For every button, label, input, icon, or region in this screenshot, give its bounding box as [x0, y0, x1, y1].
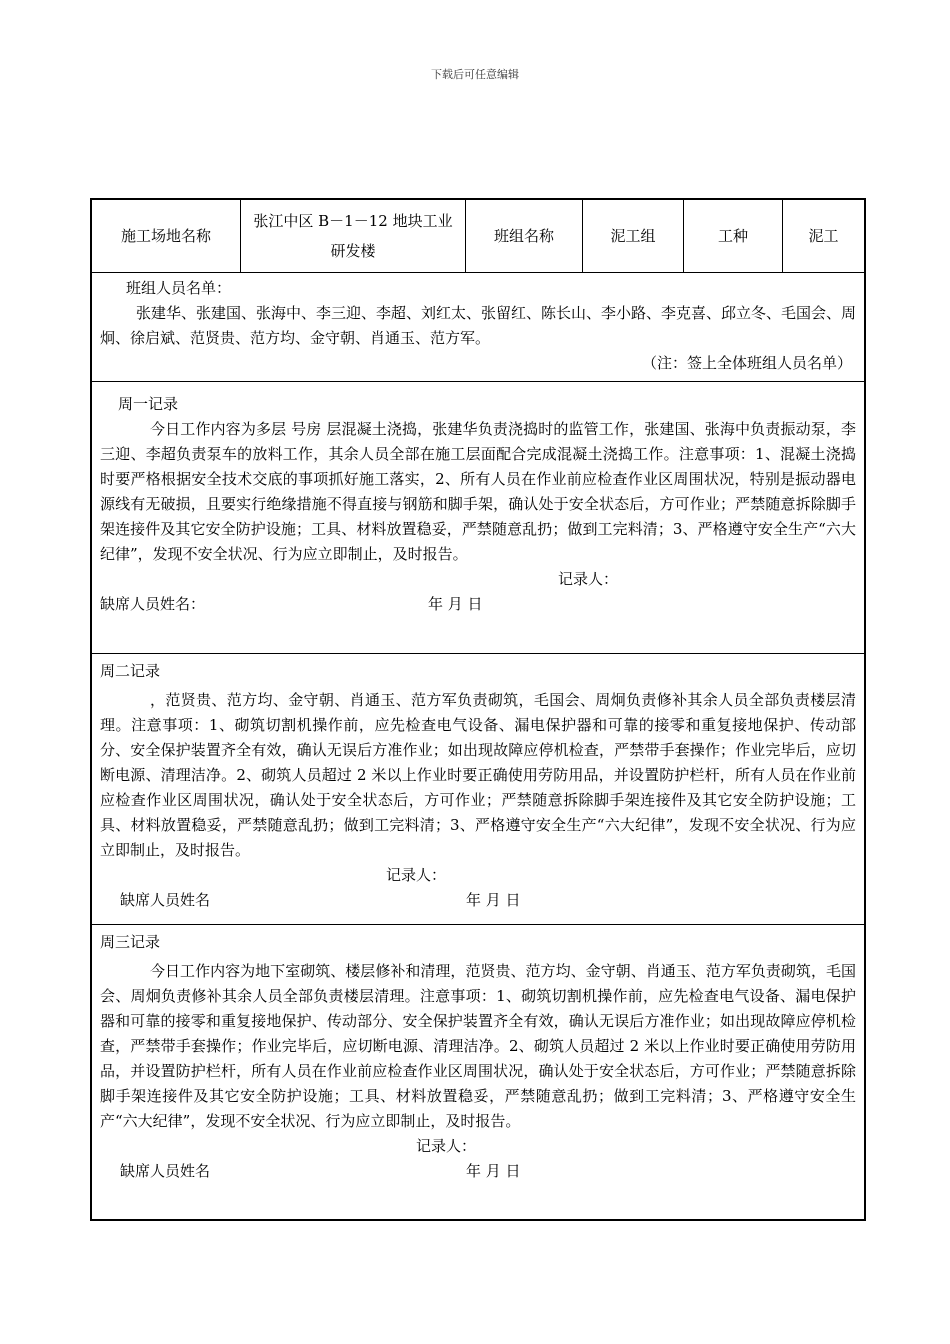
- tuesday-record-section: [92, 654, 864, 925]
- monday-absent-line: [100, 592, 856, 617]
- member-list-section: [92, 273, 864, 382]
- tuesday-content: ，范贤贵、范方均、金守朝、肖通玉、范方军负责砌筑，毛国会、周炯负责修补其余人员全部负责楼层清理。注意事项：1、砌筑切割机操作前，应先检查电气设备、漏电保护器和可靠的接零和重复接地保护、传动部分、安全保护装置齐全有效，确认无误后方准作业；如出现故障应停机检查，严禁带手套操作；作业完毕后，应切断电源、清理洁净。2、砌筑人员超过 2 米以上作业时要正确使用劳防用品，并设置防护栏杆，所有人员在作业前应检查作业区周围状况，确认处于安全状态后，方可作业；严禁随意拆除脚手架连接件及其它安全防护设施；工具、材料放置稳妥，严禁随意乱扔；做到工完料清；3、严格遵守安全生产“六大纪律”，发现不安全状况、行为应立即制止，及时报告。: [100, 691, 856, 859]
- page-header-note: 下载后可任意编辑: [431, 68, 519, 81]
- monday-title: 周一记录: [118, 395, 179, 413]
- member-names: 张建华、张建国、张海中、李三迎、李超、刘红太、张留红、陈长山、李小路、李克喜、邱立冬、毛国会、周炯、徐启斌、范贤贵、范方均、金守朝、肖通玉、范方军。: [100, 304, 857, 347]
- wednesday-record-section: [92, 925, 864, 1219]
- tuesday-date: 年 月 日: [466, 891, 521, 909]
- wednesday-title: 周三记录: [100, 933, 161, 951]
- table-header-row: [92, 200, 864, 273]
- tuesday-absent-label: 缺席人员姓名: [120, 891, 211, 909]
- wednesday-date: 年 月 日: [466, 1162, 521, 1180]
- tuesday-absent-line: [100, 888, 856, 913]
- team-record-table: [90, 198, 866, 1221]
- monday-absent-label: 缺席人员姓名：: [100, 595, 206, 613]
- monday-date: 年 月 日: [428, 595, 483, 613]
- wednesday-absent-line: [100, 1159, 856, 1184]
- team-name-label: 班组名称: [466, 200, 583, 272]
- team-name-value: 泥工组: [583, 200, 684, 272]
- tuesday-recorder-label: 记录人：: [386, 866, 447, 884]
- monday-recorder-label: 记录人：: [558, 570, 619, 588]
- wednesday-recorder-label: 记录人：: [416, 1137, 477, 1155]
- site-name-value-text: 张江中区 B－1－12 地块工业研发楼: [253, 212, 453, 260]
- site-name-value: [241, 200, 466, 272]
- trade-label: 工种: [684, 200, 783, 272]
- monday-content: 今日工作内容为多层 号房 层混凝土浇捣，张建华负责浇捣时的监管工作，张建国、张海中负责振动泵，李三迎、李超负责泵车的放料工作，其余人员全部在施工层面配合完成混凝土浇捣工作。注意事项：1、混凝土浇捣时要严格根据安全技术交底的事项抓好施工落实，2、所有人员在作业前应检查作业区周围状况，特别是振动器电源线有无破损，且要实行绝缘措施不得直接与钢筋和脚手架，确认处于安全状态后，方可作业；严禁随意拆除脚手架连接件及其它安全防护设施；工具、材料放置稳妥，严禁随意乱扔；做到工完料清；3、严格遵守安全生产“六大纪律”，发现不安全状况、行为应立即制止，及时报告。: [100, 420, 856, 563]
- tuesday-recorder-line: [100, 863, 856, 888]
- trade-value: 泥工: [808, 227, 839, 245]
- monday-record-section: [92, 382, 864, 654]
- tuesday-title: 周二记录: [100, 662, 161, 680]
- site-name-label: 施工场地名称: [92, 200, 241, 272]
- wednesday-absent-label: 缺席人员姓名: [120, 1162, 211, 1180]
- member-list-label: 班组人员名单：: [126, 279, 232, 297]
- wednesday-recorder-line: [100, 1134, 856, 1159]
- wednesday-content: 今日工作内容为地下室砌筑、楼层修补和清理，范贤贵、范方均、金守朝、肖通玉、范方军负责砌筑，毛国会、周炯负责修补其余人员全部负责楼层清理。注意事项：1、砌筑切割机操作前，应先检查电气设备、漏电保护器和可靠的接零和重复接地保护、传动部分、安全保护装置齐全有效，确认无误后方准作业；如出现故障应停机检查，严禁带手套操作；作业完毕后，应切断电源、清理洁净。2、砌筑人员超过 2 米以上作业时要正确使用劳防用品，并设置防护栏杆，所有人员在作业前应检查作业区周围状况，确认处于安全状态后，方可作业；严禁随意拆除脚手架连接件及其它安全防护设施；工具、材料放置稳妥，严禁随意乱扔；做到工完料清；3、严格遵守安全生产“六大纪律”，发现不安全状况、行为应立即制止，及时报告。: [100, 962, 856, 1130]
- monday-recorder-line: [100, 567, 856, 592]
- member-list-note: （注：签上全体班组人员名单）: [641, 354, 852, 372]
